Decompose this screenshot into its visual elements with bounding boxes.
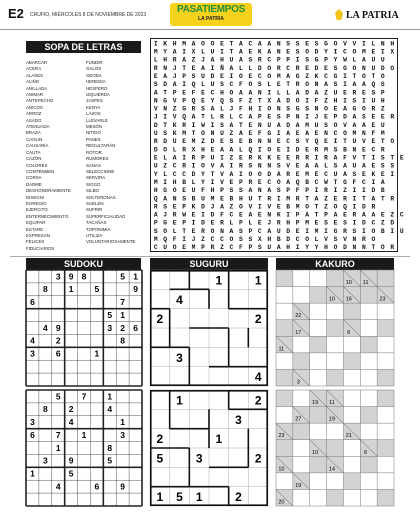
word-list-item: EQUIPAR <box>26 220 46 226</box>
word-list-item: ALIÑO <box>26 79 40 85</box>
kakuro-cell[interactable] <box>276 407 293 424</box>
word-list-item: SUELEN <box>86 200 104 206</box>
wordsearch-row: E A J P S U D E I O E C O M A G Z K C G I T O T O <box>153 72 385 80</box>
suguru-given: 1 <box>215 273 223 288</box>
suguru-given: 2 <box>254 312 262 327</box>
kakuro-cell[interactable] <box>293 489 310 506</box>
sudoku-given: 9 <box>120 481 126 492</box>
kakuro-cell[interactable] <box>293 440 310 457</box>
word-list-item: SERVIRA <box>86 175 106 181</box>
kakuro-cell[interactable] <box>276 287 293 304</box>
sudoku-given: 6 <box>55 348 61 359</box>
sudoku-given: 7 <box>81 391 87 402</box>
kakuro-clue: 10 <box>312 449 319 456</box>
word-list-item: MESÓN <box>86 124 103 130</box>
sudoku-given: 9 <box>55 322 61 333</box>
sudoku-given: 5 <box>107 309 113 320</box>
kakuro-clue: 16 <box>345 296 352 303</box>
sudoku-given: 4 <box>42 322 48 333</box>
kakuro-cell[interactable] <box>377 456 394 473</box>
word-list-item: REGULTARÁN <box>86 143 116 149</box>
word-list-item: ROTOR <box>86 149 102 155</box>
wordsearch-row: A J R W E I D F C E A E N K I P A T P A E R A A E Z C <box>153 211 404 219</box>
kakuro-cell[interactable] <box>360 320 377 337</box>
wordsearch-row: M Q F I J Z C C O S S X H B D C O L V S V N R O <box>153 236 376 244</box>
word-list-item: FIDUCIARIOS <box>26 245 55 251</box>
wordsearch-row: Q A N S B U M E B H U T R I M R T A Z E R I T A T R <box>153 195 395 203</box>
sudoku-given: 2 <box>120 322 126 333</box>
sudoku-given: 8 <box>107 442 113 453</box>
kakuro-cell[interactable] <box>310 473 327 490</box>
word-list-item: PANES <box>86 136 101 142</box>
kakuro-clue: 20 <box>278 499 285 506</box>
kakuro-cell[interactable] <box>360 353 377 370</box>
kakuro-cell[interactable] <box>343 336 360 353</box>
word-list-item: ANILLADA <box>26 85 48 91</box>
sudoku-given: 3 <box>55 271 61 282</box>
sudoku-given: 8 <box>120 335 126 346</box>
suguru-given: 2 <box>254 451 262 466</box>
logo-title: PASATIEMPOS <box>176 4 245 15</box>
kakuro-cell[interactable] <box>360 489 377 506</box>
sudoku-grid-2[interactable] <box>26 390 142 506</box>
wordsearch-row: R S E P K D J A Z O V I V E B M O T Z O Q I D R <box>153 203 376 211</box>
wordsearch-grid <box>150 38 404 252</box>
kakuro-clue: 10 <box>278 466 285 473</box>
kakuro-clue: 6 <box>347 329 351 336</box>
page-header <box>0 0 420 30</box>
word-list-item: CAUTA <box>26 149 41 155</box>
word-list-item: SELECCIONE <box>86 168 115 174</box>
kakuro-clue: 22 <box>295 313 302 320</box>
sudoku-given: 1 <box>120 417 126 428</box>
kakuro-cell[interactable] <box>327 336 344 353</box>
word-list-item: SUFRIR <box>86 207 103 213</box>
suguru-given: 4 <box>254 370 262 385</box>
kakuro-clue: 19 <box>328 416 336 423</box>
word-list-item: LAXOS <box>86 111 101 117</box>
suguru-given: 2 <box>254 393 262 408</box>
kakuro-cell[interactable] <box>310 423 327 440</box>
suguru-given: 3 <box>195 451 203 466</box>
word-list-item: AÑICOS <box>26 104 43 110</box>
word-list-item: ATENUADA <box>26 124 50 130</box>
suguru-given: 1 <box>254 273 262 288</box>
word-list-item: DISEGNI <box>26 194 45 200</box>
word-list-item: DARME <box>26 181 42 187</box>
sudoku-given: 5 <box>107 455 113 466</box>
kakuro-cell[interactable] <box>360 423 377 440</box>
word-list-item: ENTERNECIMIENTO <box>26 213 69 219</box>
kakuro-cell[interactable] <box>327 423 344 440</box>
kakuro-clue: 19 <box>312 400 319 407</box>
suguru-title: SUGURU <box>150 258 268 270</box>
kakuro-cell[interactable] <box>377 407 394 424</box>
kakuro-cell[interactable] <box>293 287 310 304</box>
kakuro-clue: 11 <box>329 400 335 407</box>
kakuro-clue: 6 <box>364 449 368 456</box>
wordsearch-row: H G O E U F H P S S A N A S P F P I R I Z I I D B <box>153 187 385 195</box>
sudoku-given: 5 <box>94 284 100 295</box>
kakuro-clue: 11 <box>278 346 285 353</box>
word-list-item: CAZÓN <box>26 156 42 162</box>
word-list-item: LLEVARLE <box>86 117 108 123</box>
sudoku-given: 2 <box>68 404 74 415</box>
word-list-item: ASADO <box>26 117 42 123</box>
kakuro-cell[interactable] <box>276 473 293 490</box>
word-list-item: HESPERO <box>86 85 108 91</box>
sudoku-given: 8 <box>81 271 87 282</box>
suguru-given: 1 <box>195 490 203 505</box>
sudoku-given: 1 <box>107 391 113 402</box>
wordsearch-row: D O L R X H E A A L Q I O E I D E R M S B N E C R <box>153 146 385 154</box>
word-list-item: TOPONIMIA <box>86 226 111 232</box>
sudoku-given: 5 <box>55 391 61 402</box>
kakuro-cell[interactable] <box>343 456 360 473</box>
sudoku-given: 6 <box>94 481 100 492</box>
kakuro-cell[interactable] <box>360 369 377 386</box>
word-list-item: DESHONORAMIENTE <box>26 188 71 194</box>
word-list-item: IZQUIERDA <box>86 92 110 98</box>
wordsearch-row: R N J T E A I Ñ A L L D O R C R E D E S G O N U D O <box>153 64 395 72</box>
wordsearch-row: S D A I Q L U S C F O S L E T R O N A S I A A Q S <box>153 81 385 89</box>
suguru-given: 3 <box>235 412 242 427</box>
word-list-item: JASPES <box>86 98 103 104</box>
word-list-item: ANTEPECHO <box>26 98 54 104</box>
kakuro-cell[interactable] <box>377 473 394 490</box>
word-list-item: EJERCITO <box>26 207 48 213</box>
kakuro-clue: 23 <box>278 433 285 440</box>
word-list-item: KENYA <box>86 104 101 110</box>
suguru-grid-2[interactable] <box>150 390 268 506</box>
kakuro-cell[interactable] <box>360 303 377 320</box>
pasatiempos-logo <box>170 3 252 26</box>
word-list-item: EXPRESAN <box>26 232 50 238</box>
kakuro-cell[interactable] <box>310 489 327 506</box>
kakuro-cell[interactable] <box>343 369 360 386</box>
wordsearch-row: U S K M T O N U Z A E F G I A E A E N C O M N F M <box>153 130 385 138</box>
word-list-item: TACAÑAS <box>86 220 107 226</box>
wordsearch-row: D T K R I W I S A T E N U A D A M U S O V A A E U <box>153 121 385 129</box>
kakuro-cell[interactable] <box>310 270 327 287</box>
sudoku-given: 4 <box>30 335 35 346</box>
sudoku-given: 5 <box>68 468 74 479</box>
sudoku-given: 1 <box>81 429 87 440</box>
sudoku-given: 1 <box>133 271 138 282</box>
kakuro-clue: 19 <box>295 482 302 489</box>
kakuro-cell[interactable] <box>276 303 293 320</box>
kakuro-title: KAKURO <box>276 258 394 270</box>
wordsearch-row: U Z C R I O V A I R S N N S V E A A L S A U A E S S <box>153 162 395 170</box>
kakuro-grid-1[interactable] <box>276 270 394 386</box>
kakuro-cell[interactable] <box>360 473 377 490</box>
suguru-given: 5 <box>176 490 183 505</box>
word-list-item: COLORES <box>26 162 48 168</box>
wordsearch-row: A T P E F E C H O A A N I L L A D A Z U E R E S P <box>153 89 385 97</box>
sudoku-given: 7 <box>55 429 61 440</box>
brand-name: LA PATRIA <box>346 10 399 21</box>
sudoku-given: 8 <box>42 404 48 415</box>
sudoku-given: 6 <box>30 429 35 440</box>
sudoku-given: 3 <box>120 429 126 440</box>
wordsearch-row: M I H B L Y I V E P R E C O A Q B C W T G F C I A <box>153 178 385 186</box>
kakuro-cell[interactable] <box>377 353 394 370</box>
kakuro-clue: 10 <box>328 296 336 303</box>
word-list-item: UTILIZA <box>86 232 103 238</box>
wordsearch-row: J I V Q A T L R L C A P E S P N I J E P D A S E E R <box>153 113 395 121</box>
word-list-item: SANAS <box>86 162 101 168</box>
sudoku-given: 2 <box>55 335 61 346</box>
logo-subtitle: LA PATRIA <box>198 16 224 22</box>
wordsearch-title: SOPA DE LETRAS <box>26 41 141 53</box>
word-list-item: BRAZA <box>26 130 41 136</box>
kakuro-cell[interactable] <box>327 303 344 320</box>
kakuro-cell[interactable] <box>343 407 360 424</box>
word-list-column-1 <box>26 60 71 252</box>
kakuro-cell[interactable] <box>293 336 310 353</box>
word-list-item: SUPERFICIALIDAD <box>86 213 126 219</box>
word-list-item: ACERA <box>26 66 42 72</box>
kakuro-clue: 21 <box>345 433 352 440</box>
kakuro-cell[interactable] <box>377 423 394 440</box>
crown-icon <box>335 9 343 20</box>
kakuro-cell[interactable] <box>276 353 293 370</box>
wordsearch-row: M Y A I X L U I T A E K A N E S O D Y I C O M E I X <box>153 48 395 56</box>
kakuro-clue: 17 <box>295 329 302 336</box>
word-list-item: ALASES <box>26 72 44 78</box>
word-list-item: RUMORES <box>86 156 109 162</box>
sudoku-given: 7 <box>120 297 126 308</box>
sudoku-given: 6 <box>133 322 138 333</box>
word-list-item: VOLUNTARIOSAMENTE <box>86 239 136 245</box>
suguru-given: 2 <box>235 490 242 505</box>
sudoku-given: 4 <box>55 481 61 492</box>
word-list <box>26 60 141 250</box>
kakuro-grid-2[interactable] <box>276 390 394 506</box>
kakuro-cell[interactable] <box>293 456 310 473</box>
kakuro-clue: 14 <box>328 466 336 473</box>
word-list-item: EGREGIO <box>26 200 47 206</box>
kakuro-cell[interactable] <box>327 473 344 490</box>
word-list-item: SOLTERONAS <box>86 194 116 200</box>
kakuro-cell[interactable] <box>343 440 360 457</box>
sudoku-given: 1 <box>94 348 100 359</box>
wordsearch-row: I K H M A O O E T A C A A N S S E S G O V V I L N H <box>153 40 395 48</box>
kakuro-cell[interactable] <box>327 353 344 370</box>
word-list-item: CORSA <box>26 175 42 181</box>
wordsearch-row: R D U E M Z D E S E B N N E C S Y Q E I T U V E T O <box>153 138 395 146</box>
sudoku-given: 3 <box>30 348 35 359</box>
sudoku-grid-1[interactable] <box>26 270 142 386</box>
kakuro-cell[interactable] <box>310 320 327 337</box>
word-list-item: NITIDO <box>86 130 101 136</box>
sudoku-given: 1 <box>55 442 61 453</box>
sudoku-given: 1 <box>30 468 35 479</box>
wordsearch-row: E L A I R P U I Z E R K K E E R R I R A F V T I S T E <box>153 154 404 162</box>
wordsearch-row: P G E P I D E R L P L E J R H P M E S E S I D C Z D <box>153 219 395 227</box>
wordsearch-row: C U O E M P R Z C F P S U A H I Y Y H O D N N T O R <box>153 244 395 252</box>
word-list-item: CONTÉNMEN <box>26 168 55 174</box>
sudoku-given: 9 <box>68 271 74 282</box>
wordsearch-row: Y L C C D Y T V A I O O D A R E M E C U A S E K E I <box>153 170 395 178</box>
word-list-item: CAOLIN <box>26 136 43 142</box>
kakuro-clue: 10 <box>345 280 352 287</box>
sudoku-given: 1 <box>120 309 126 320</box>
kakuro-cell[interactable] <box>293 270 310 287</box>
kakuro-clue: 23 <box>379 296 386 303</box>
suguru-given: 2 <box>156 312 164 327</box>
kakuro-cell[interactable] <box>377 336 394 353</box>
kakuro-clue: 3 <box>296 379 300 386</box>
kakuro-clue: 27 <box>295 416 302 423</box>
word-list-item: HEREDIA <box>86 79 106 85</box>
page-number: E2 <box>8 6 24 21</box>
sudoku-given: 3 <box>30 417 35 428</box>
kakuro-cell[interactable] <box>310 353 327 370</box>
suguru-given: 1 <box>156 490 164 505</box>
suguru-given: 1 <box>215 432 223 447</box>
kakuro-cell[interactable] <box>360 390 377 407</box>
word-list-item: ANIMAR <box>26 92 44 98</box>
sudoku-given: 9 <box>68 455 74 466</box>
suguru-grid-1[interactable] <box>150 270 268 386</box>
section-divider <box>10 256 410 257</box>
word-list-item: SILBO <box>86 188 99 194</box>
sudoku-given: 4 <box>107 404 113 415</box>
kakuro-cell[interactable] <box>343 390 360 407</box>
suguru-given: 4 <box>176 292 183 307</box>
sudoku-given: 9 <box>133 284 138 295</box>
kakuro-cell[interactable] <box>293 390 310 407</box>
word-list-column-2 <box>86 60 135 246</box>
wordsearch-row: L H R A Z J A H U A S R C P P I S G P Y W L A U U <box>153 56 385 64</box>
suguru-given: 1 <box>176 393 183 408</box>
sudoku-given: 6 <box>30 297 35 308</box>
kakuro-cell[interactable] <box>343 489 360 506</box>
wordsearch-row: S O L T E R O N A S P C A U D E I M I G R S I O B I U <box>153 227 404 235</box>
sudoku-given: 3 <box>42 455 48 466</box>
suguru-given: 2 <box>156 432 164 447</box>
wordsearch-letters <box>151 39 404 252</box>
wordsearch-row: V N Z G R S A L J F H I O N S G S N O E A G O R Z <box>153 105 385 113</box>
word-list-item: ESTARE <box>26 226 44 232</box>
dateline: CRUFIO, MIÉRCOLES 8 DE NOVIEMBRE DE 2023 <box>30 12 147 18</box>
sudoku-given: 1 <box>68 284 74 295</box>
word-list-item: GEODA <box>86 72 102 78</box>
wordsearch-row: N G V P Q E Y Q S F Z T X A D O I F Z H I S I U H <box>153 97 385 105</box>
word-list-item: FELICES <box>26 239 45 245</box>
word-list-item: SIGGO <box>86 181 101 187</box>
kakuro-clue: 11 <box>362 280 369 287</box>
sudoku-title: SUDOKU <box>26 258 141 270</box>
word-list-item: ARROZ <box>26 111 42 117</box>
sudoku-given: 4 <box>68 417 74 428</box>
kakuro-cell[interactable] <box>310 369 327 386</box>
kakuro-cell[interactable] <box>310 303 327 320</box>
sudoku-given: 8 <box>42 284 48 295</box>
word-list-item: CAUSARÍA <box>26 143 49 149</box>
sudoku-given: 5 <box>120 271 126 282</box>
word-list-item: ABARCAR <box>26 60 48 65</box>
kakuro-cell[interactable] <box>377 303 394 320</box>
sudoku-given: 3 <box>107 322 113 333</box>
suguru-given: 5 <box>156 451 164 466</box>
word-list-item: FUNDIR <box>86 60 103 65</box>
word-list-item: GALOS <box>86 66 102 72</box>
suguru-given: 3 <box>176 350 183 365</box>
